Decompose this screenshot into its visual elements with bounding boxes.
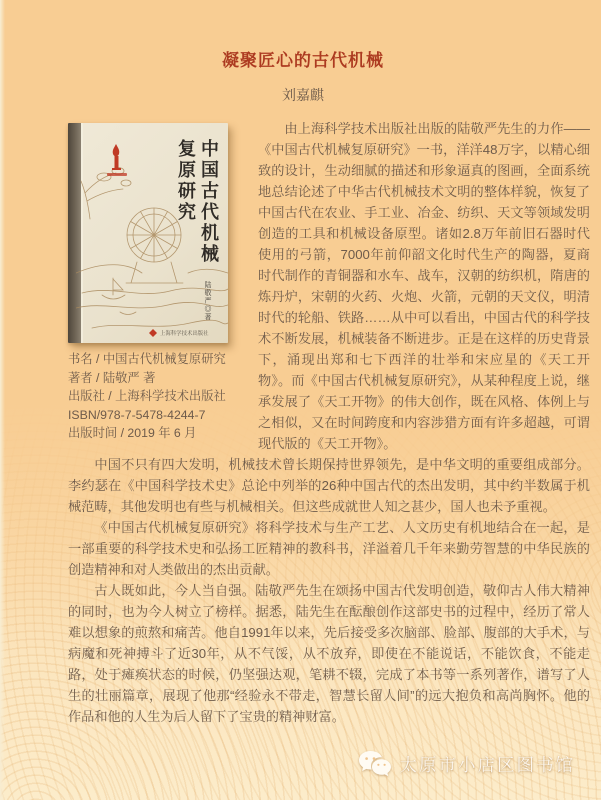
book-info-title: 书名 / 中国古代机械复原研究	[68, 352, 226, 366]
book-info-isbn: ISBN/978-7-5478-4244-7	[68, 407, 206, 422]
book-cover	[68, 123, 228, 343]
paragraph-3: 《中国古代机械复原研究》将科学技术与生产工艺、人文历史有机地结合在一起，是一部重要的科学技术史和弘扬工匠精神的教科书，洋溢着几千年来勤劳智慧的中华民族的创造精神和对人类做出的杰出贡献。	[68, 520, 590, 577]
book-info	[68, 350, 235, 443]
article-author: 刘嘉麒	[282, 87, 324, 103]
paragraph-2: 中国不只有四大发明，机械技术曾长期保持世界领先，是中华文明的重要组成部分。李约瑟在《中国科学技术史》总论中列举的26种中国古代的杰出发明，其中约半数属于机械范畴，其他发明也有些与机械相关。但这些成就世人知之甚少，国人也未予重视。	[68, 457, 590, 514]
book-cover-title	[174, 139, 220, 289]
svg-text:上海科学技术出版社: 上海科学技术出版社	[160, 330, 209, 337]
library-watermark	[358, 750, 576, 778]
watermark-label: 太原市小店区图书馆	[399, 754, 575, 775]
publisher-logo	[148, 328, 222, 338]
cover-title-col1: 中国古代机械	[199, 139, 219, 265]
book-block	[68, 118, 235, 443]
article-body	[68, 118, 590, 727]
article-title: 凝聚匠心的古代机械	[222, 51, 384, 70]
page-edge-highlight	[0, 0, 5, 800]
cover-title-col2: 复原研究	[176, 139, 196, 223]
paragraph-1: 由上海科学技术出版社出版的陆敬严先生的力作——《中国古代机械复原研究》一书，洋洋48万字，以精心细致的设计，生动细腻的描述和形象逼真的图画，全面系统地总结论述了中华古代机械技术文明的整体样貌，恢复了中国古代在农业、手工业、冶金、纺织、天文等领域发明创造的工具和机械设备原型。诸如2.8万年前旧石器时代使用的弓箭，7000年前仰韶文化时代生产的陶器，夏商时代制作的青铜器和水车、战车，汉朝的纺织机，隋唐的炼丹炉，宋朝的火药、火炮、火箭，元朝的天文仪，明清时代的轮船、铁路……从中可以看出，中国古代的科学技术不断发展，机械装备不断进步。正是在这样的历史背景下，涌现出郑和七下西洋的壮举和宋应星的《天工开物》。而《中国古代机械复原研究》，从某种程度上说，继承发展了《天工开物》的伟大创作，既在风格、体例上与之相似，又在时间跨度和内容涉猎方面有许多超越，可谓现代版的《天工开物》。	[258, 121, 590, 451]
wechat-icon	[358, 750, 392, 778]
article-header	[68, 50, 590, 104]
book-info-author: 著者 / 陆敬严 著	[68, 370, 156, 385]
book-info-publisher: 出版社 / 上海科学技术出版社	[68, 389, 226, 403]
book-info-pubdate: 出版时间 / 2019 年 6 月	[68, 426, 197, 440]
cover-author-credit: 陆敬严◎著	[204, 281, 211, 321]
paragraph-4: 古人既如此，今人当自强。陆敬严先生在颂扬中国古代发明创造，敬仰古人伟大精神的同时，也为今人树立了榜样。据悉，陆先生在酝酿创作这部史书的过程中，经历了常人难以想象的煎熬和痛苦。他自1991年以来，先后接受多次脑部、脸部、腹部的大手术，与病魔和死神搏斗了近30年，从不气馁，从不放弃，即使在不能说话，不能饮食，不能走路，处于瘫痪状态的时候，仍坚强达观，笔耕不辍，完成了本书等一系列著作，谱写了人生的壮丽篇章，展现了他那“经验永不带走，智慧长留人间”的远大抱负和高尚胸怀。他的作品和他的人生为后人留下了宝贵的精神财富。	[68, 583, 590, 724]
award-seal-icon	[106, 143, 128, 181]
article	[68, 50, 590, 727]
